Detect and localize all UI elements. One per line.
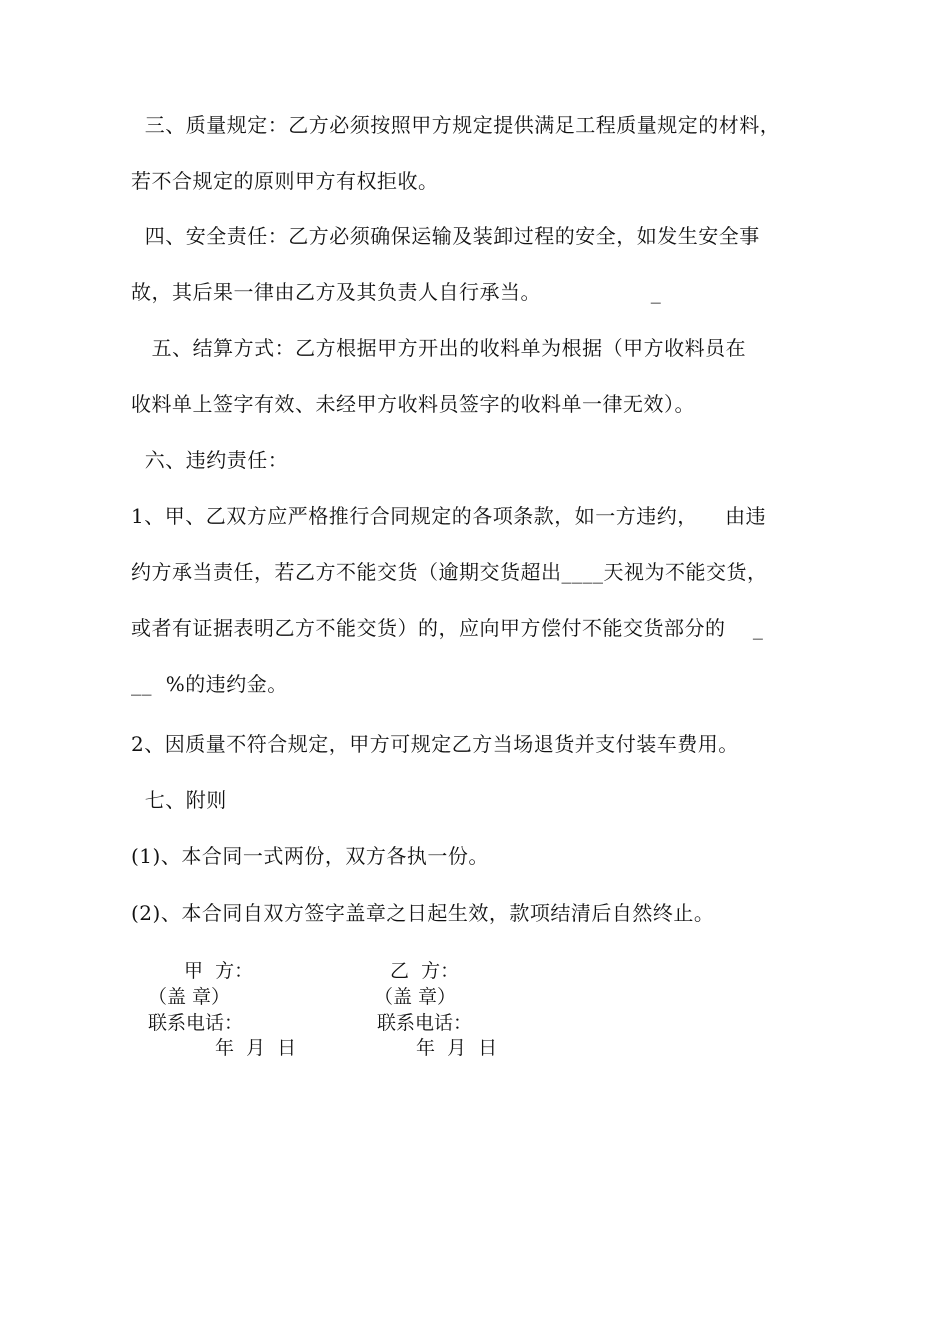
- party-b-date: 年 月 日: [416, 1037, 498, 1059]
- appendix-item-2: (2)、本合同自双方签字盖章之日起生效，款项结清后自然终止。: [131, 901, 715, 925]
- party-a-label: 甲 方：: [184, 960, 254, 982]
- breach-item-1-line-1: 1、甲、乙双方应严格推行合同规定的各项条款，如一方违约， 由违: [131, 504, 767, 528]
- breach-item-1-line-2: 约方承当责任，若乙方不能交货（逾期交货超出____天视为不能交货，: [131, 560, 768, 584]
- party-a-date: 年 月 日: [215, 1037, 297, 1059]
- clause-quality-line-1: 三、质量规定：乙方必须按照甲方规定提供满足工程质量规定的材料，: [131, 113, 781, 137]
- clause-settlement-line-1: 五、结算方式：乙方根据甲方开出的收料单为根据（甲方收料员在: [131, 336, 747, 360]
- clause-settlement-line-2: 收料单上签字有效、未经甲方收料员签字的收料单一律无效）。: [131, 392, 695, 416]
- breach-item-1-line-4: __ %的违约金。: [131, 672, 288, 696]
- party-a-seal: （盖 章）: [148, 986, 231, 1008]
- party-a-phone: 联系电话：: [148, 1012, 244, 1034]
- clause-appendix-heading: 七、附则: [131, 788, 227, 812]
- party-b-phone: 联系电话：: [377, 1012, 473, 1034]
- appendix-item-1: (1)、本合同一式两份，双方各执一份。: [131, 844, 489, 868]
- clause-quality-line-2: 若不合规定的原则甲方有权拒收。: [131, 169, 439, 193]
- party-b-label: 乙 方：: [390, 960, 460, 982]
- clause-safety-line-2: 故，其后果一律由乙方及其负责人自行承当。 _: [131, 280, 662, 304]
- clause-safety-line-1: 四、安全责任：乙方必须确保运输及装卸过程的安全，如发生安全事: [131, 224, 760, 248]
- breach-item-2: 2、因质量不符合规定，甲方可规定乙方当场退货并支付装车费用。: [131, 732, 739, 756]
- party-b-seal: （盖 章）: [374, 986, 457, 1008]
- breach-item-1-line-3: 或者有证据表明乙方不能交货）的，应向甲方偿付不能交货部分的 _: [131, 616, 764, 640]
- clause-breach-heading: 六、违约责任：: [131, 448, 289, 472]
